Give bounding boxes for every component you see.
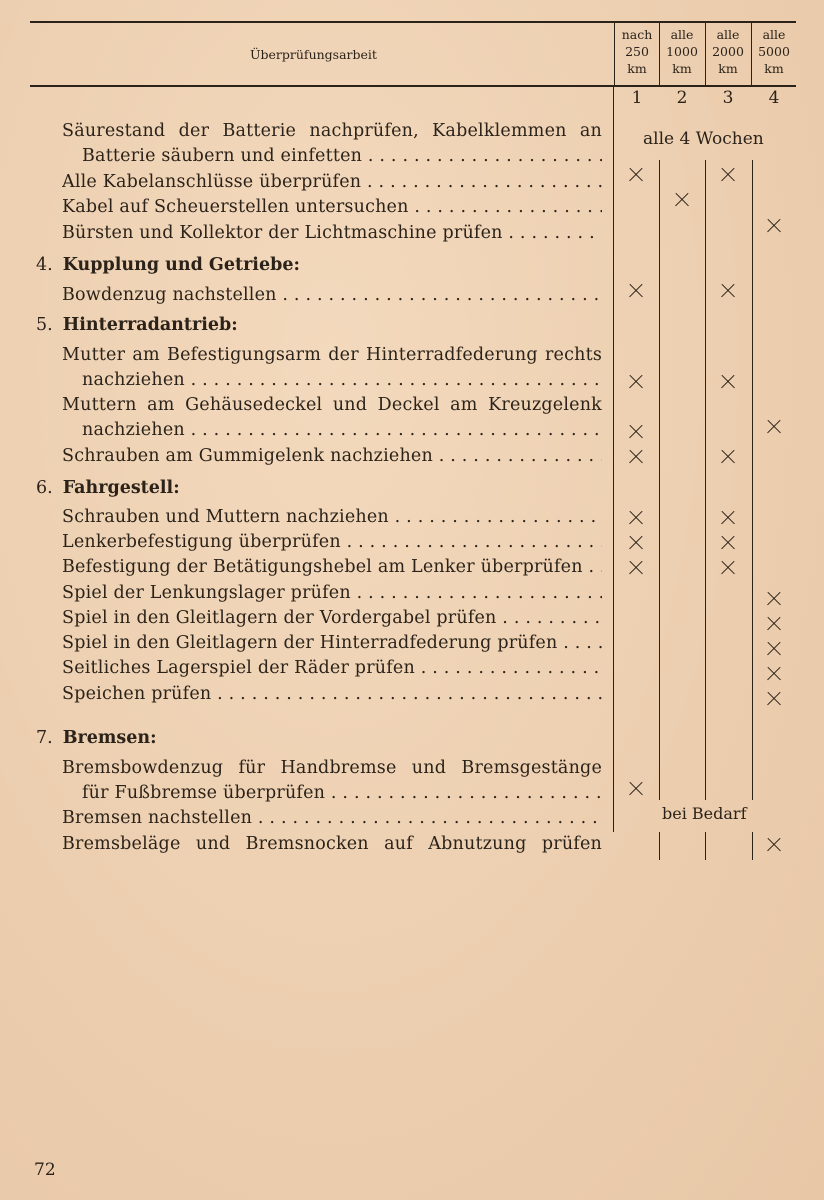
column-number-4: 4 bbox=[768, 88, 780, 108]
task-row: Säurestand der Batterie nachprüfen, Kabelklemmen an bbox=[62, 121, 602, 141]
check-mark bbox=[629, 782, 643, 796]
header-divider bbox=[705, 22, 706, 86]
header-bottom-rule bbox=[30, 85, 796, 87]
task-row: Lenkerbefestigung überprüfen . . . bbox=[62, 532, 602, 552]
check-mark bbox=[629, 284, 643, 298]
check-mark bbox=[767, 617, 781, 631]
column-number-2: 2 bbox=[676, 88, 688, 108]
check-mark bbox=[629, 375, 643, 389]
column-divider bbox=[705, 160, 706, 800]
task-row: Mutter am Befestigungsarm der Hinterradfederung rechts bbox=[62, 345, 602, 365]
task-row: Spiel in den Gleitlagern der Vordergabel prüfen . . . bbox=[62, 608, 602, 628]
column-number-3: 3 bbox=[722, 88, 734, 108]
task-row: Seitliches Lagerspiel der Räder prüfen . . . bbox=[62, 658, 602, 678]
task-row: Muttern am Gehäusedeckel und Deckel am Kreuzgelenk bbox=[62, 395, 602, 415]
check-mark bbox=[767, 420, 781, 434]
check-mark bbox=[629, 425, 643, 439]
column-divider bbox=[752, 832, 753, 860]
section-heading: 4. Kupplung und Getriebe: bbox=[36, 255, 300, 275]
column-divider bbox=[613, 87, 614, 832]
check-mark bbox=[767, 219, 781, 233]
task-row: Batterie säubern und einfetten . . . bbox=[82, 146, 602, 166]
check-mark bbox=[629, 168, 643, 182]
task-row: Bürsten und Kollektor der Lichtmaschine prüfen . . . bbox=[62, 223, 602, 243]
check-mark bbox=[767, 592, 781, 606]
column-divider bbox=[659, 160, 660, 800]
column-header-1000: alle 1000 km bbox=[666, 27, 698, 76]
top-rule bbox=[30, 21, 796, 23]
header-title: Überprüfungsarbeit bbox=[250, 47, 377, 62]
header-divider bbox=[614, 22, 615, 86]
check-mark bbox=[721, 375, 735, 389]
check-mark bbox=[629, 450, 643, 464]
task-row: nachziehen . . . bbox=[82, 370, 602, 390]
check-mark bbox=[767, 838, 781, 852]
task-row: für Fußbremse überprüfen . . . bbox=[82, 783, 602, 803]
section-heading: 6. Fahrgestell: bbox=[36, 478, 180, 498]
column-divider bbox=[705, 832, 706, 860]
check-mark bbox=[721, 284, 735, 298]
check-mark bbox=[721, 511, 735, 525]
check-mark bbox=[721, 450, 735, 464]
check-mark bbox=[629, 511, 643, 525]
column-header-250: nach 250 km bbox=[621, 27, 653, 76]
task-row: Bremsbeläge und Bremsnocken auf Abnutzung prüfen bbox=[62, 834, 602, 854]
check-mark bbox=[767, 692, 781, 706]
section-heading: 7. Bremsen: bbox=[36, 728, 157, 748]
column-header-2000: alle 2000 km bbox=[712, 27, 744, 76]
task-row: Schrauben und Muttern nachziehen . . . bbox=[62, 507, 602, 527]
check-mark bbox=[721, 536, 735, 550]
column-divider bbox=[659, 832, 660, 860]
check-mark bbox=[629, 536, 643, 550]
header-divider bbox=[751, 22, 752, 86]
check-mark bbox=[767, 667, 781, 681]
check-mark bbox=[721, 168, 735, 182]
column-header-5000: alle 5000 km bbox=[758, 27, 790, 76]
column-divider bbox=[752, 160, 753, 800]
column-number-1: 1 bbox=[631, 88, 643, 108]
check-mark bbox=[721, 561, 735, 575]
task-row: Schrauben am Gummigelenk nachziehen . . . bbox=[62, 446, 602, 466]
check-mark bbox=[675, 193, 689, 207]
section-heading: 5. Hinterradantrieb: bbox=[36, 315, 238, 335]
task-row: Alle Kabelanschlüsse überprüfen . . . bbox=[62, 172, 602, 192]
note-as-needed: bei Bedarf bbox=[662, 804, 747, 823]
check-mark bbox=[629, 561, 643, 575]
check-mark bbox=[767, 642, 781, 656]
task-row: Befestigung der Betätigungshebel am Lenker überprüfen . . . bbox=[62, 557, 602, 577]
note-every-4-weeks: alle 4 Wochen bbox=[643, 129, 764, 149]
header-divider bbox=[659, 22, 660, 86]
task-row: Bremsbowdenzug für Handbremse und Bremsgestänge bbox=[62, 758, 602, 778]
task-row: Spiel in den Gleitlagern der Hinterradfederung prüfen . . . bbox=[62, 633, 602, 653]
task-row: Speichen prüfen . . . bbox=[62, 684, 602, 704]
task-row: Spiel der Lenkungslager prüfen . . . bbox=[62, 583, 602, 603]
task-row: nachziehen . . . bbox=[82, 420, 602, 440]
task-row: Bowdenzug nachstellen . . . bbox=[62, 285, 602, 305]
task-row: Kabel auf Scheuerstellen untersuchen . . . bbox=[62, 197, 602, 217]
page-number: 72 bbox=[34, 1160, 56, 1180]
task-row: Bremsen nachstellen . . . bbox=[62, 808, 602, 828]
